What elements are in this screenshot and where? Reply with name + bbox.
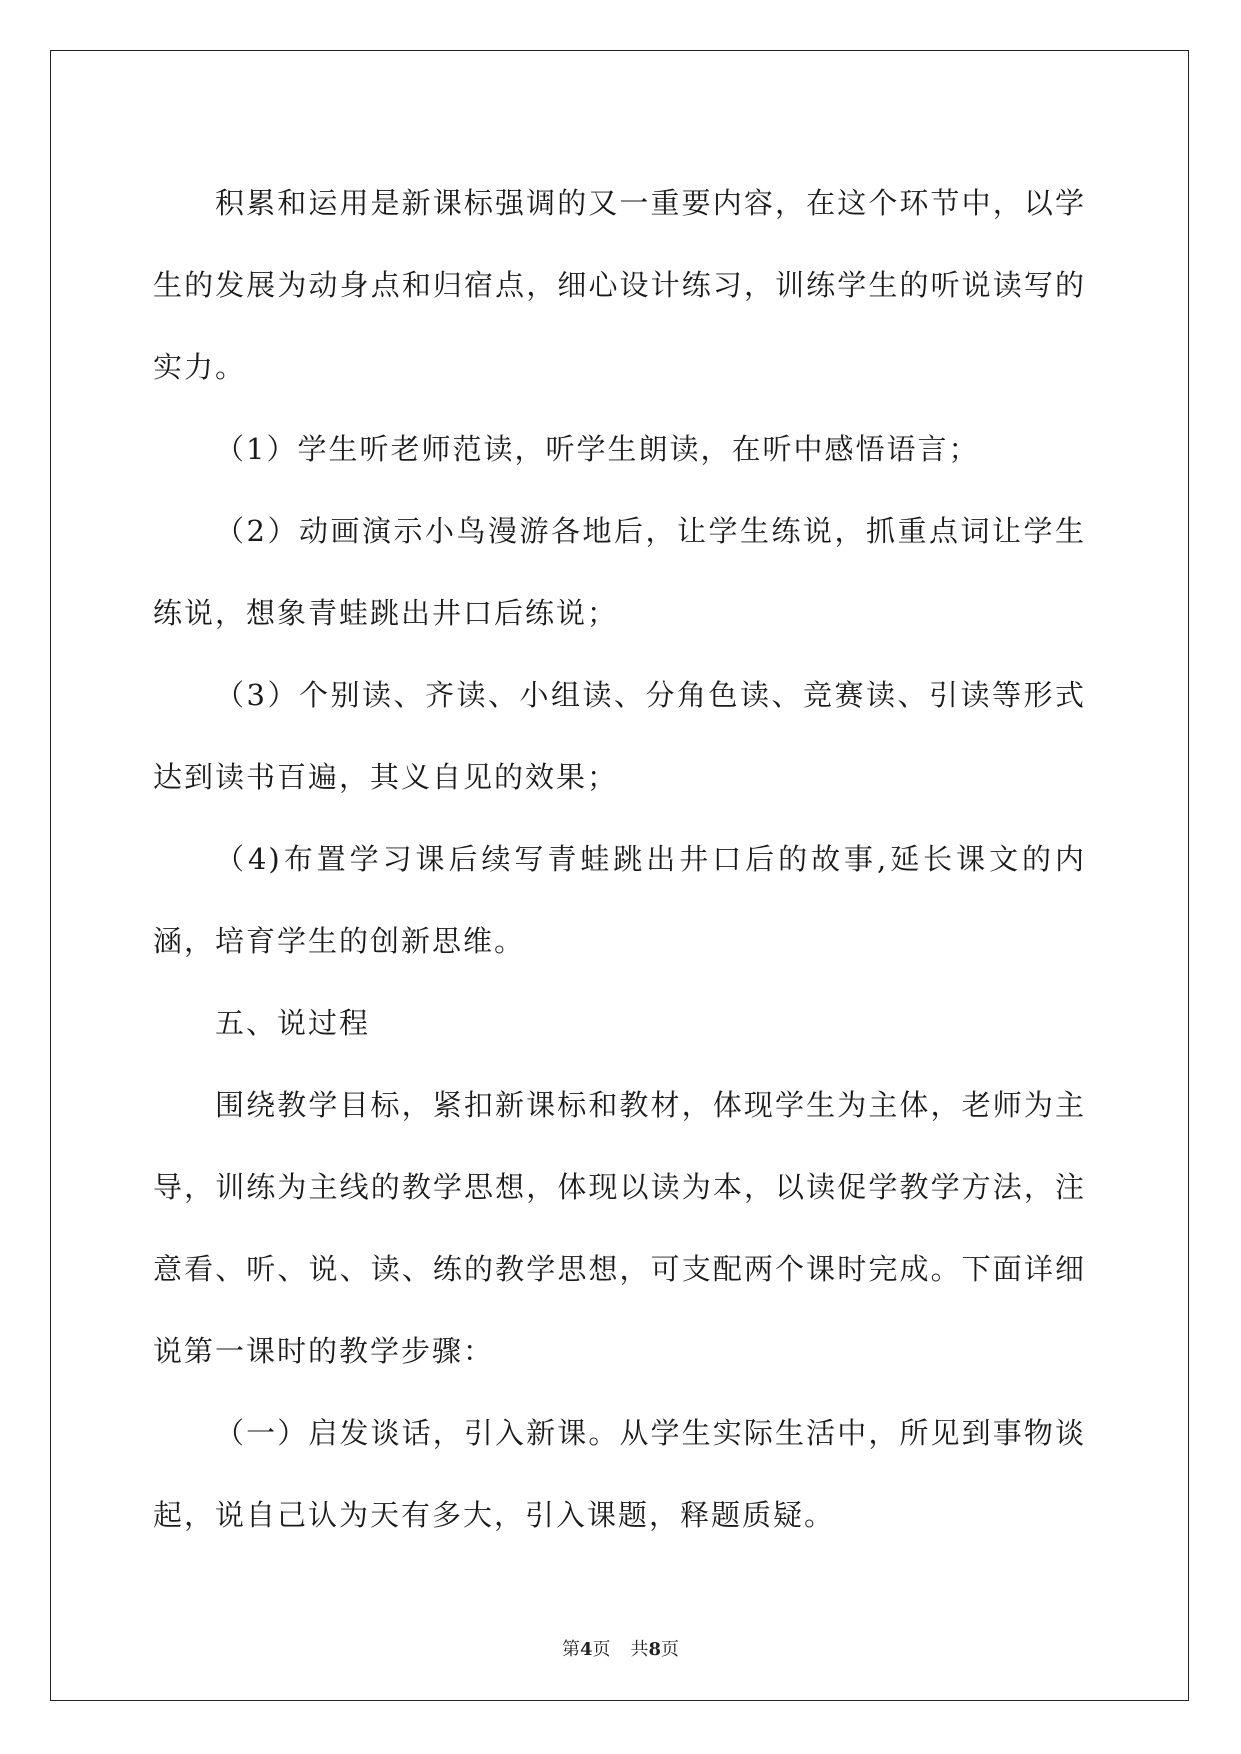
- page-current-number: 4: [579, 1639, 593, 1660]
- page-suffix: 页: [592, 1639, 611, 1660]
- section-heading-process: 五、说过程: [215, 1006, 371, 1040]
- total-suffix: 页: [661, 1639, 680, 1660]
- page-total-number: 8: [648, 1639, 662, 1660]
- list-item-2: （2）动画演示小鸟漫游各地后，让学生练说，抓重点词让学生练说，想象青蛙跳出井口后练说；: [153, 514, 1086, 630]
- document-body: [153, 162, 1086, 1556]
- page-prefix: 第: [561, 1639, 580, 1660]
- page-footer: [0, 1635, 1241, 1661]
- list-item-1: （1）学生听老师范读，听学生朗读，在听中感悟语言；: [215, 432, 980, 466]
- paragraph-accumulation: 积累和运用是新课标强调的又一重要内容，在这个环节中，以学生的发展为动身点和归宿点，细心设计练习，训练学生的听说读写的实力。: [153, 186, 1086, 384]
- total-prefix: 共: [630, 1639, 649, 1660]
- paragraph-process-intro: 围绕教学目标，紧扣新课标和教材，体现学生为主体，老师为主导，训练为主线的教学思想，体现以读为本，以读促学教学方法，注意看、听、说、读、练的教学思想，可支配两个课时完成。下面详细说第一课时的教学步骤：: [153, 1088, 1086, 1368]
- list-item-4: （4)布置学习课后续写青蛙跳出井口后的故事,延长课文的内涵，培育学生的创新思维。: [153, 842, 1086, 958]
- paragraph-step-one: （一）启发谈话，引入新课。从学生实际生活中，所见到事物谈起，说自己认为天有多大，引入课题，释题质疑。: [153, 1416, 1086, 1532]
- list-item-3: （3）个别读、齐读、小组读、分角色读、竞赛读、引读等形式达到读书百遍，其义自见的效果；: [153, 678, 1086, 794]
